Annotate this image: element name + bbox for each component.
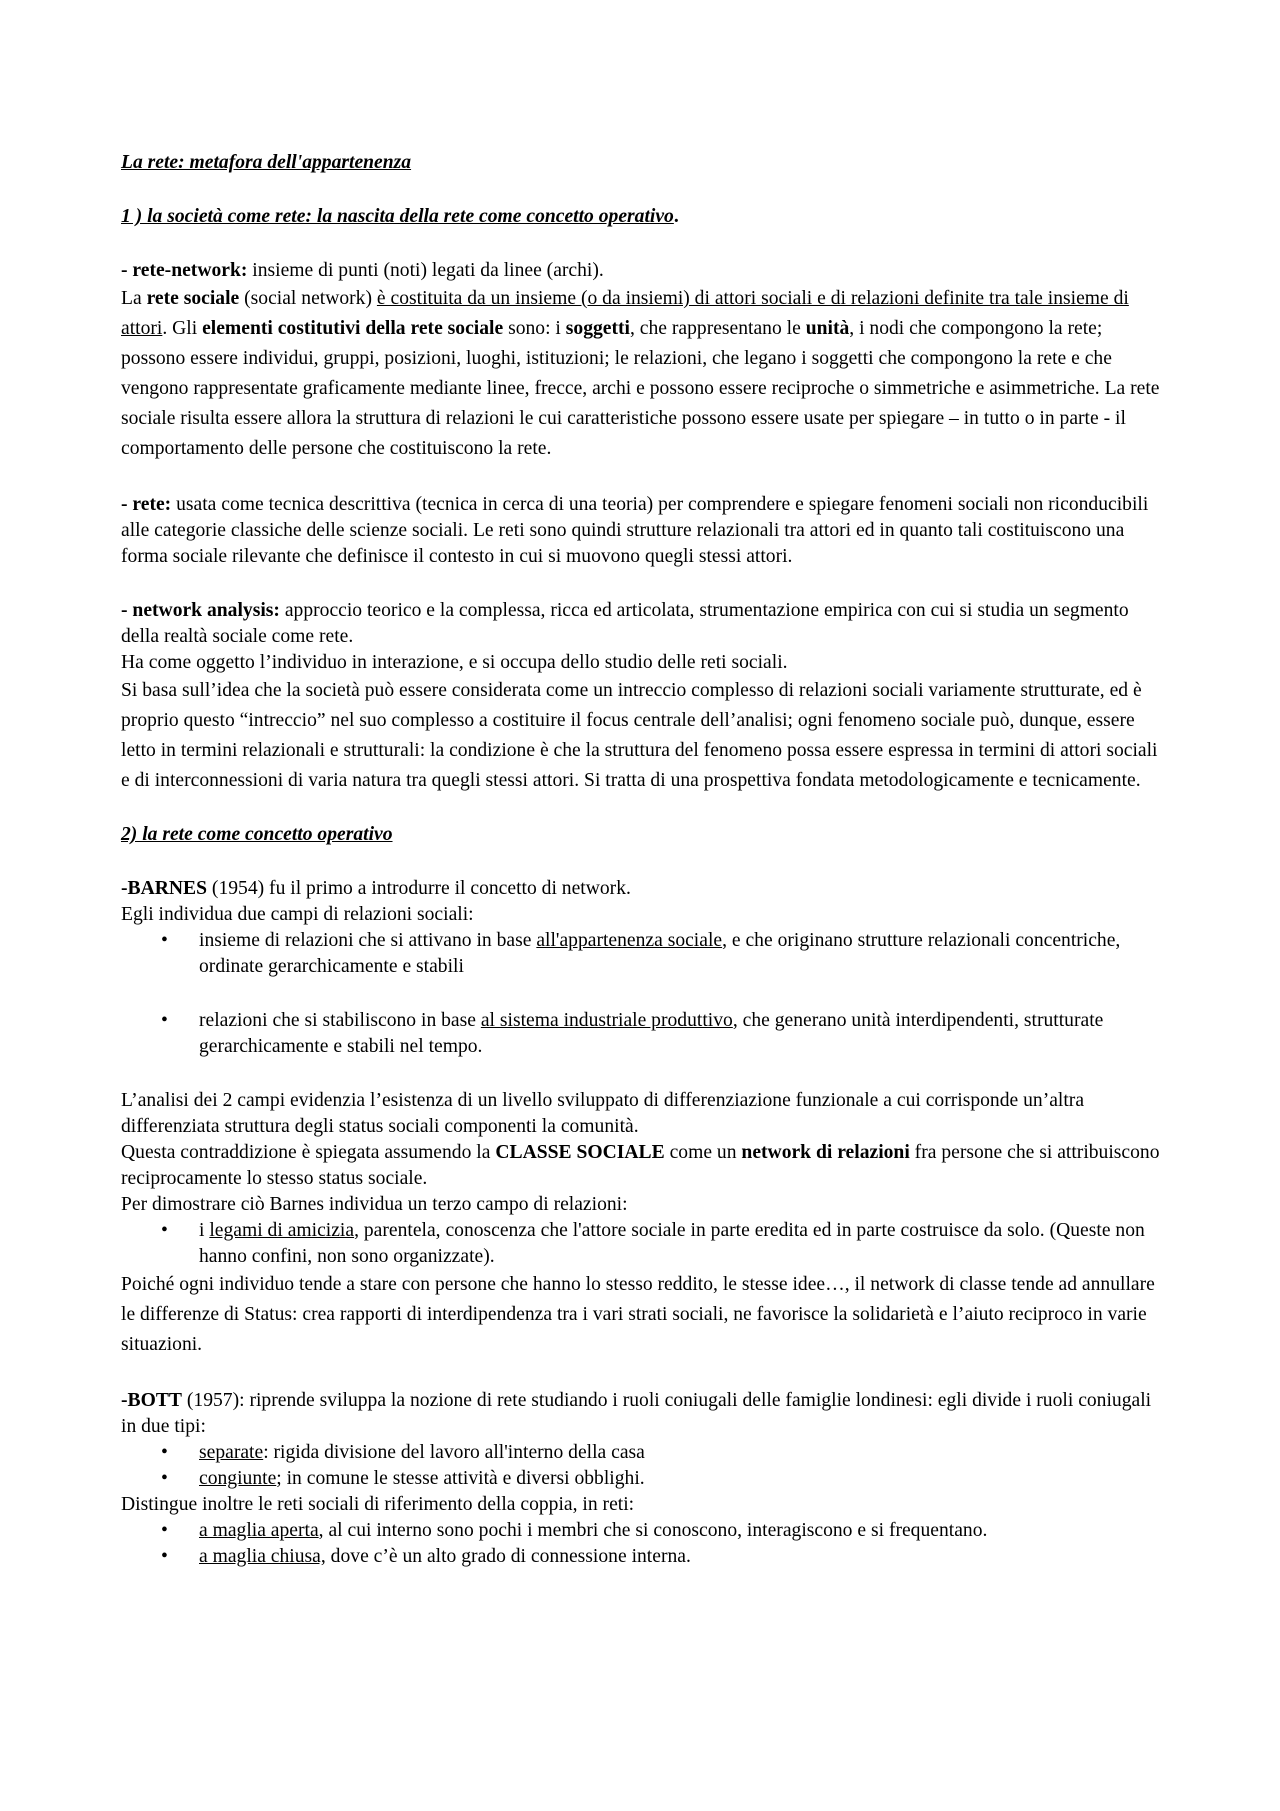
text-run: , che rappresentano le <box>630 318 806 339</box>
author-barnes: -BARNES <box>121 878 208 899</box>
term-network-di-relazioni: network di relazioni <box>741 1142 910 1163</box>
bullet-icon: • <box>161 1010 168 1031</box>
term-elementi-costitutivi: elementi costitutivi della rete sociale <box>202 318 504 339</box>
section-2-heading <box>121 822 1161 848</box>
underlined-term: al sistema industriale produttivo <box>480 1010 733 1031</box>
text-run: , parentela, conoscenza che l'attore sociale in parte eredita ed in parte costruisce da solo. (Queste non hanno confini, non sono organizzate). <box>199 1220 1145 1267</box>
term-rete: - rete: <box>121 494 172 515</box>
term-classe-sociale: CLASSE SOCIALE <box>495 1142 665 1163</box>
term-soggetti: soggetti <box>565 318 630 339</box>
definition-rete-network <box>121 258 1161 284</box>
list-item <box>121 1440 1161 1466</box>
document-title <box>121 150 1161 176</box>
text-run: Questa contraddizione è spiegata assumendo la <box>121 1142 496 1163</box>
text-run: sono: i <box>503 318 566 339</box>
term-rete-sociale: rete sociale <box>146 288 240 309</box>
term-unita: unità <box>805 318 850 339</box>
list-item <box>121 1518 1161 1544</box>
definition-text: insieme di punti (noti) legati da linee (archi). <box>247 260 604 281</box>
list-item <box>121 1544 1161 1570</box>
list-item <box>121 1466 1161 1492</box>
text-run: come un <box>664 1142 742 1163</box>
text-run: (1954) fu il primo a introdurre il concetto di network. <box>207 878 631 899</box>
underlined-term: all'appartenenza sociale <box>536 930 723 951</box>
bullet-icon: • <box>161 1546 168 1567</box>
paragraph-campi: Egli individua due campi di relazioni sociali: <box>121 904 474 925</box>
underlined-term: separate <box>199 1442 264 1463</box>
definition-network-analysis <box>121 598 1161 650</box>
text-run: , al cui interno sono pochi i membri che si conoscono, interagiscono e si frequentano. <box>318 1520 988 1541</box>
paragraph-distingue: Distingue inoltre le reti sociali di riferimento della coppia, in reti: <box>121 1494 635 1515</box>
text-run: , i nodi che compongono la rete; possono essere individui, gruppi, posizioni, luoghi, istituzioni; le relazioni, che legano i soggetti che compongono la rete e che vengono rappresentate graficamente mediante linee, frecce, archi e possono essere reciproche o simmetriche e asimmetriche. La rete sociale risulta essere allora la struttura di relazioni le cui caratteristiche possono essere usate per spiegare – in tutto o in parte - il comportamento delle persone che costituiscono la rete. <box>121 318 1160 459</box>
underlined-term: a maglia aperta <box>199 1520 319 1541</box>
text-run: i <box>199 1220 210 1241</box>
paragraph-bott <box>121 1388 1161 1440</box>
bullet-icon: • <box>161 1520 168 1541</box>
term-network-analysis: - network analysis: <box>121 600 280 621</box>
text-run: fra persone che si attribuiscono reciprocamente lo stesso status sociale. <box>121 1142 1160 1189</box>
section-2-heading-text: 2) la rete come concetto operativo <box>121 824 393 845</box>
text-run: , che generano unità interdipendenti, strutturate gerarchicamente e stabili nel tempo. <box>199 1010 1104 1057</box>
author-bott: -BOTT <box>121 1390 182 1411</box>
text-run: dove c’è un alto grado di connessione interna. <box>325 1546 691 1567</box>
definition-rete <box>121 492 1161 570</box>
paragraph-intreccio: Si basa sull’idea che la società può essere considerata come un intreccio complesso di relazioni sociali variamente strutturate, ed è proprio questo “intreccio” nel suo complesso a costituire il focus centrale dell’analisi; ogni fenomeno sociale può, dunque, essere letto in termini relazionali e strutturali: la condizione è che la struttura del fenomeno possa essere espressa in termini di attori sociali e di interconnessioni di varia natura tra quegli stessi attori. Si tratta di una prospettiva fondata metodologicamente e tecnicamente. <box>121 680 1158 791</box>
bullet-icon: • <box>161 930 168 951</box>
text-run: (social network) <box>239 288 377 309</box>
bullet-icon: • <box>161 1468 168 1489</box>
text-run: ; in comune le stesse attività e diversi obblighi. <box>276 1468 645 1489</box>
text-run: (1957): riprende sviluppa la nozione di rete studiando i ruoli coniugali delle famiglie londinesi: egli divide i ruoli coniugali in due tipi: <box>121 1390 1152 1437</box>
term-rete-network: - rete-network: <box>121 260 248 281</box>
section-1-heading-text: 1 ) la società come rete: la nascita della rete come concetto operativo <box>121 206 674 227</box>
list-item <box>121 1218 1161 1270</box>
title-text: La rete: metafora dell'appartenenza <box>121 152 412 173</box>
underlined-term: a maglia chiusa, <box>199 1546 326 1567</box>
underlined-definition: è costituita da un insieme (o da insiemi) di attori sociali e di relazioni definite tra tale insieme di attori <box>121 288 1129 339</box>
bullet-icon: • <box>161 1442 168 1463</box>
document-page <box>121 150 1161 1570</box>
list-item <box>121 928 1161 980</box>
bullet-icon: • <box>161 1220 168 1241</box>
text-run: relazioni che si stabiliscono in base <box>199 1010 481 1031</box>
underlined-term: legami di amicizia <box>209 1220 355 1241</box>
paragraph-barnes <box>121 876 1161 902</box>
definition-text: approccio teorico e la complessa, ricca ed articolata, strumentazione empirica con cui si studia un segmento della realtà sociale come rete. <box>121 600 1129 647</box>
paragraph-analisi: L’analisi dei 2 campi evidenzia l’esistenza di un livello sviluppato di differenziazione funzionale a cui corrisponde un’altra differenziata struttura degli status sociali componenti la comunità. <box>121 1090 1085 1137</box>
underlined-term: congiunte <box>199 1468 277 1489</box>
paragraph-terzo-campo: Per dimostrare ciò Barnes individua un terzo campo di relazioni: <box>121 1194 628 1215</box>
section-1-heading <box>121 204 1161 230</box>
paragraph-rete-sociale <box>121 284 1161 464</box>
paragraph-poiche: Poiché ogni individuo tende a stare con persone che hanno lo stesso reddito, le stesse idee…, il network di classe tende ad annullare le differenze di Status: crea rapporti di interdipendenza tra i vari strati sociali, ne favorisce la solidarietà e l’aiuto reciproco in varie situazioni. <box>121 1274 1155 1355</box>
text-run: insieme di relazioni che si attivano in base <box>199 930 537 951</box>
list-item <box>121 1008 1161 1060</box>
paragraph-contraddizione <box>121 1140 1161 1192</box>
text-run: La <box>121 288 147 309</box>
definition-text: usata come tecnica descrittiva (tecnica in cerca di una teoria) per comprendere e spiegare fenomeni sociali non riconducibili alle categorie classiche delle scienze sociali. Le reti sono quindi strutture relazionali tra attori ed in quanto tali costituiscono una forma sociale rilevante che definisce il contesto in cui si muovono quegli stessi attori. <box>121 494 1149 567</box>
text-run: : rigida divisione del lavoro all'interno della casa <box>263 1442 645 1463</box>
paragraph-oggetto: Ha come oggetto l’individuo in interazione, e si occupa dello studio delle reti sociali. <box>121 652 788 673</box>
text-run: . Gli <box>162 318 203 339</box>
text-run: , e che originano strutture relazionali concentriche, ordinate gerarchicamente e stabili <box>199 930 1121 977</box>
section-1-heading-dot: . <box>673 206 679 227</box>
